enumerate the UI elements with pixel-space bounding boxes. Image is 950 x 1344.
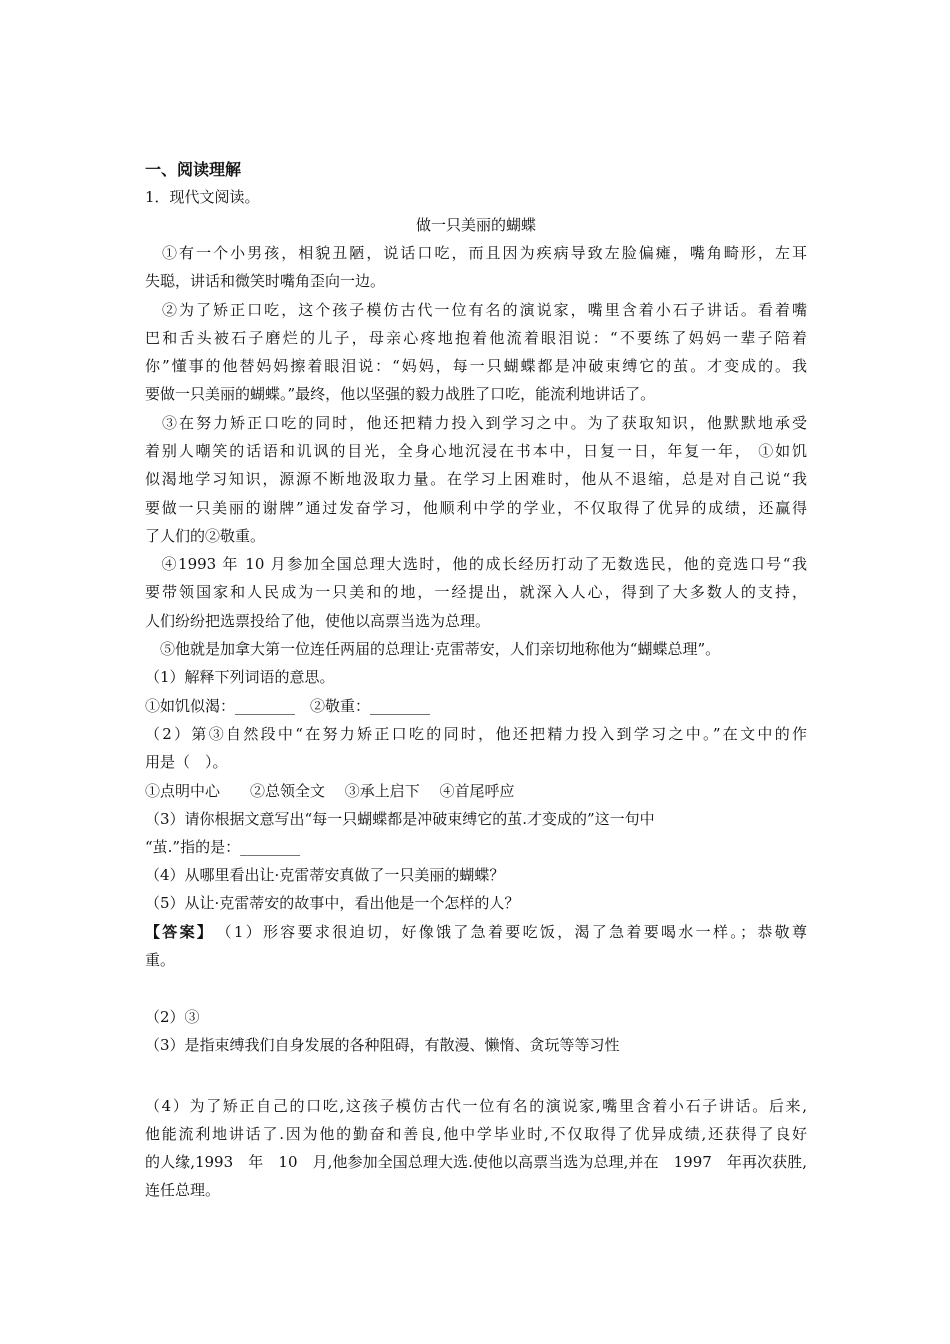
text-line — [145, 781, 515, 801]
text-line — [145, 356, 807, 376]
text-line — [145, 271, 385, 291]
text-line — [145, 696, 430, 716]
text-line-content: 连任总理。 — [145, 1181, 221, 1199]
text-line-content: （4）为了矫正自己的口吃,这孩子模仿古代一位有名的演说家,嘴里含着小石子讲话。后来, — [145, 1097, 807, 1115]
text-line — [145, 384, 655, 404]
text-line-content: ①有一个小男孩，相貌丑陋，说话口吃，而且因为疾病导致左脸偏瘫，嘴角畸形，左耳 — [145, 244, 807, 262]
text-line-content: 人们纷纷把选票投给了他，使他以高票当选为总理。 — [145, 612, 491, 630]
article-title: 做一只美丽的蝴蝶 — [415, 216, 536, 234]
text-line — [145, 865, 504, 885]
text-line-content: ①如饥似渴：________ ②敬重：________ — [145, 697, 431, 715]
text-line-content: 要带领国家和人民成为一只美和的地，一经提出，就深入人心，得到了大多数人的支持， — [145, 583, 807, 601]
text-line — [145, 950, 175, 970]
text-line — [145, 1180, 220, 1200]
text-line-content: （1）解释下列词语的意思。 — [145, 668, 335, 686]
question-intro: 1．现代文阅读。 — [145, 188, 260, 206]
text-line — [145, 667, 335, 687]
text-line — [145, 1007, 200, 1027]
text-line — [145, 893, 519, 913]
text-line — [145, 837, 300, 857]
text-line — [145, 639, 720, 659]
text-line — [145, 441, 807, 461]
text-line-content: ①点明中心 ②总领全文 ③承上启下 ④首尾呼应 — [145, 782, 515, 800]
text-line-content: 巴和舌头被石子磨烂的儿子，母亲心疼地抱着他流着眼泪说：“不要练了妈妈一辈子陪着 — [145, 329, 807, 347]
text-line — [145, 611, 490, 631]
text-line-content: （1）形容要求很迫切，好像饿了急着要吃饭，渴了急着要喝水一样。；恭敬尊 — [206, 923, 807, 941]
text-line-content: （5）从让·克雷蒂安的故事中，看出他是一个怎样的人？ — [145, 894, 520, 912]
text-line-content: （4）从哪里看出让·克雷蒂安真做了一只美丽的蝴蝶？ — [145, 866, 505, 884]
text-line-content: 要做一只美丽的谢牌”通过发奋学习，他顺利中学的学业，不仅取得了优异的成绩，还赢得 — [145, 499, 807, 517]
text-line-content: 你”懂事的他替妈妈擦着眼泪说：“妈妈，每一只蝴蝶都是冲破束缚它的茧。才变成的。我 — [145, 357, 807, 375]
text-line-content: “茧.”指的是：________ — [145, 838, 301, 856]
text-line — [145, 526, 265, 546]
text-line — [145, 498, 807, 518]
text-line-content: 着别人嘲笑的话语和讥讽的目光，全身心地沉浸在书本中，日复一日，年复一年， ①如饥 — [145, 442, 807, 460]
section-title: 一、阅读理解 — [145, 160, 242, 179]
text-line — [145, 1096, 807, 1116]
text-line-content: 用是（ ）。 — [145, 753, 228, 771]
text-line — [145, 413, 807, 433]
text-line-content: 他能流利地讲话了.因为他的勤奋和善良,他中学毕业时,不仅取得了优异成绩,还获得了良好 — [145, 1125, 807, 1143]
text-line-content: ③在努力矫正口吃的同时，他还把精力投入到学习之中。为了获取知识，他默默地承受 — [145, 414, 807, 432]
text-line — [145, 243, 807, 263]
text-line — [145, 1152, 807, 1172]
text-line — [145, 469, 807, 489]
text-line — [145, 300, 807, 320]
text-line — [145, 752, 228, 772]
text-line-content: 要做一只美丽的蝴蝶。”最终，他以坚强的毅力战胜了口吃，能流利地讲话了。 — [145, 385, 656, 403]
text-line-content: 失聪，讲话和微笑时嘴角歪向一边。 — [145, 272, 386, 290]
text-line — [145, 582, 807, 602]
text-line-content: （3）请你根据文意写出“每一只蝴蝶都是冲破束缚它的茧.才变成的”这一句中 — [145, 810, 655, 828]
text-line-content: ⑤他就是加拿大第一位连任两届的总理让·克雷蒂安，人们亲切地称他为“蝴蝶总理”。 — [145, 640, 721, 658]
text-line-content: 似渴地学习知识，源源不断地汲取力量。在学习上困难时，他从不退缩，总是对自己说“我 — [145, 470, 807, 488]
text-line — [145, 1124, 807, 1144]
text-line — [145, 809, 655, 829]
text-line-content: 了人们的②敬重。 — [145, 527, 266, 545]
text-line-content: 重。 — [145, 951, 176, 969]
text-line — [145, 922, 807, 942]
text-line-content: ④1993 年 10 月参加全国总理大选时，他的成长经历打动了无数选民，他的竞选口号“我 — [145, 555, 807, 573]
answer-label: 【答案】 — [145, 923, 207, 941]
text-line — [145, 554, 807, 574]
text-line-content: （3）是指束缚我们自身发展的各种阻碍，有散漫、懒惰、贪玩等等习性 — [145, 1036, 620, 1054]
text-line — [145, 1035, 620, 1055]
text-line-content: （2）③ — [145, 1008, 200, 1026]
text-line — [145, 328, 807, 348]
text-line-content: 的人缘,1993 年 10 月,他参加全国总理大选.使他以高票当选为总理,并在 1997 年再次获胜, — [145, 1153, 807, 1171]
text-line-content: ②为了矫正口吃，这个孩子模仿古代一位有名的演说家，嘴里含着小石子讲话。看着嘴 — [145, 301, 807, 319]
text-line — [145, 724, 807, 744]
text-line-content: （2）第③自然段中“在努力矫正口吃的同时，他还把精力投入到学习之中。”在文中的作 — [145, 725, 807, 743]
